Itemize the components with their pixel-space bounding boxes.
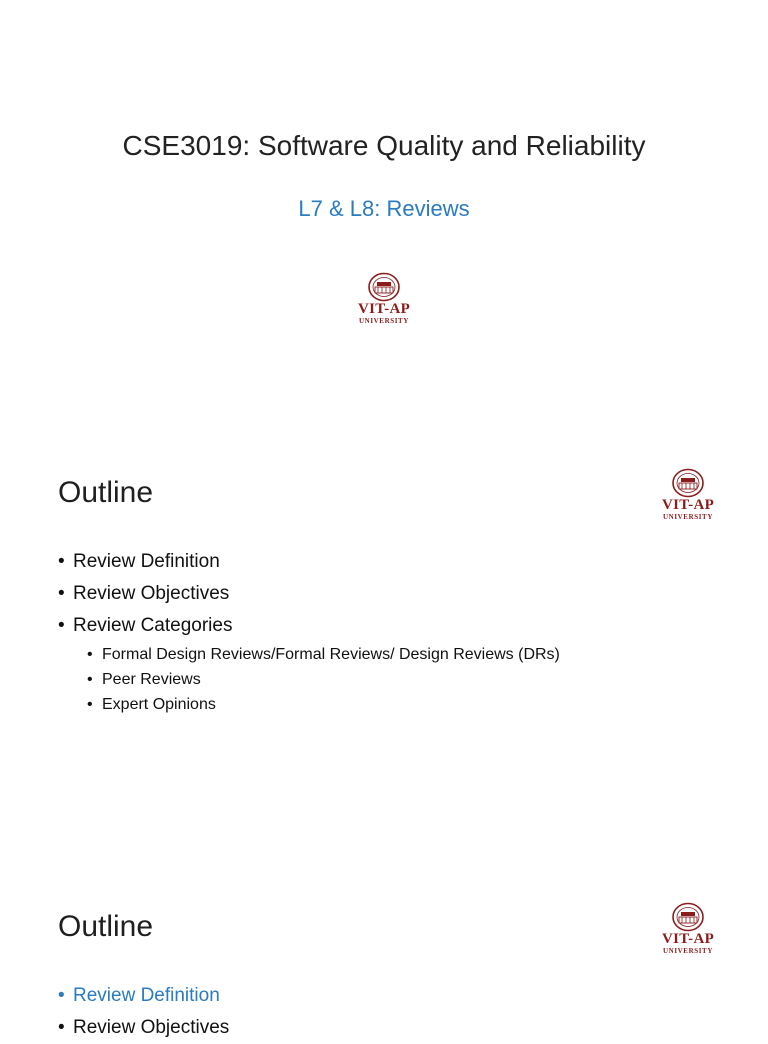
logo-subtitle: UNIVERSITY — [663, 513, 713, 521]
bullet-item: • Review Objectives — [58, 578, 560, 610]
university-logo — [658, 902, 718, 955]
slide-outline-highlight — [0, 868, 768, 1038]
bullet-item: • Review Objectives — [58, 1012, 229, 1044]
bullet-item-label: Review Categories — [73, 615, 233, 636]
slide-outline — [0, 434, 768, 866]
bullet-item-with-children — [58, 610, 560, 642]
logo-name: VIT-AP — [357, 301, 411, 317]
slide-heading: Outline — [58, 910, 154, 943]
slide-title — [0, 0, 768, 432]
logo-subtitle: UNIVERSITY — [663, 947, 713, 955]
sub-bullet-group — [58, 642, 560, 717]
sub-bullet-item: • Expert Opinions — [58, 692, 560, 717]
university-logo — [658, 468, 718, 521]
university-seal-icon — [367, 272, 401, 302]
bullet-item: • Review Definition — [58, 546, 560, 578]
sub-bullet-list — [58, 642, 560, 717]
logo-name: VIT-AP — [661, 497, 715, 513]
university-seal-icon — [671, 468, 705, 498]
logo-name: VIT-AP — [661, 931, 715, 947]
bullet-list — [58, 980, 229, 1044]
bullet-item-active: • Review Definition — [58, 980, 229, 1012]
logo-subtitle: UNIVERSITY — [359, 317, 409, 325]
bullet-list — [58, 546, 560, 717]
university-seal-icon — [671, 902, 705, 932]
university-logo — [354, 272, 414, 325]
sub-bullet-item: • Formal Design Reviews/Formal Reviews/ Design Reviews (DRs) — [58, 642, 560, 667]
course-title: CSE3019: Software Quality and Reliability — [122, 130, 646, 161]
slide-heading: Outline — [58, 476, 154, 509]
sub-bullet-item: • Peer Reviews — [58, 667, 560, 692]
lecture-subtitle: L7 & L8: Reviews — [298, 196, 470, 221]
